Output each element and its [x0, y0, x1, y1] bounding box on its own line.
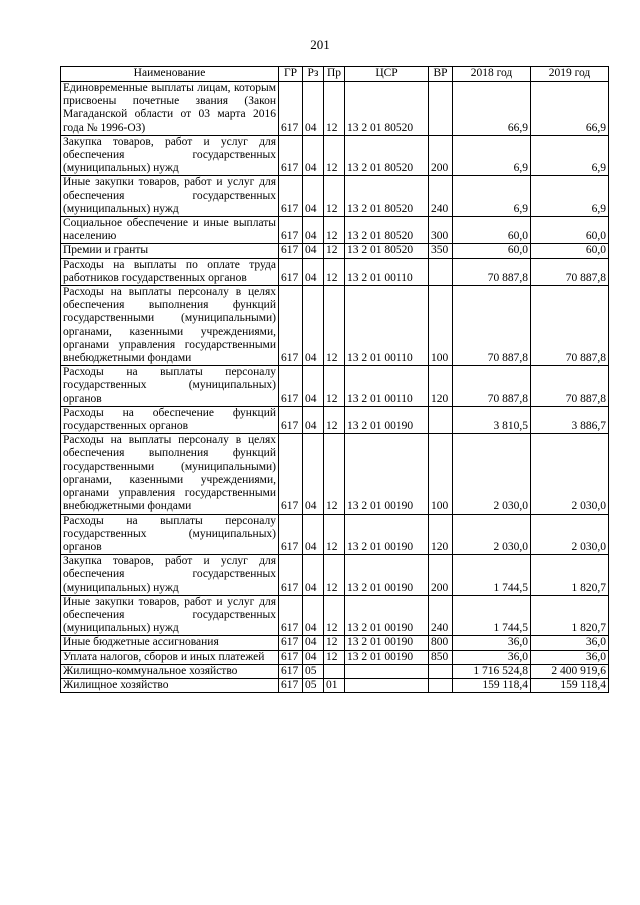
row-name-cell: Жилищно-коммунальное хозяйство: [61, 664, 279, 678]
row-2018-cell: 60,0: [453, 244, 531, 258]
row-rz-cell: 04: [303, 555, 324, 596]
row-gr-cell: 617: [279, 514, 303, 555]
row-2018-cell: 60,0: [453, 217, 531, 244]
table-row: [61, 258, 609, 285]
row-vr-cell: [429, 664, 453, 678]
row-rz-cell: 04: [303, 434, 324, 514]
row-2019-cell: 2 030,0: [531, 434, 609, 514]
row-rz-cell: 04: [303, 258, 324, 285]
row-2018-cell: 6,9: [453, 176, 531, 217]
row-rz-cell: 04: [303, 217, 324, 244]
row-2019-cell: 70 887,8: [531, 258, 609, 285]
table-row: [61, 636, 609, 650]
row-name-cell: Иные закупки товаров, работ и услуг для обеспечения государственных (муниципальных) нужд: [61, 595, 279, 636]
row-csr-cell: 13 2 01 00190: [345, 650, 429, 664]
row-gr-cell: 617: [279, 555, 303, 596]
row-vr-cell: 350: [429, 244, 453, 258]
header-2018: 2018 год: [453, 67, 531, 82]
table-row: [61, 595, 609, 636]
row-2018-cell: 6,9: [453, 135, 531, 176]
row-name-cell: Единовременные выплаты лицам, которым присвоены почетные звания (Закон Магаданской области от 03 марта 2016 года № 1996-ОЗ): [61, 82, 279, 136]
row-rz-cell: 04: [303, 514, 324, 555]
row-csr-cell: [345, 678, 429, 692]
row-name-cell: Закупка товаров, работ и услуг для обеспечения государственных (муниципальных) нужд: [61, 555, 279, 596]
row-2019-cell: 6,9: [531, 176, 609, 217]
row-vr-cell: 240: [429, 595, 453, 636]
row-rz-cell: 04: [303, 366, 324, 407]
row-name-cell: Расходы на выплаты персоналу в целях обеспечения выполнения функций государственными (муниципальными) органами, казенными учреждениями, органами управления государственными внебюджетными фондами: [61, 286, 279, 366]
row-rz-cell: 04: [303, 595, 324, 636]
row-pr-cell: 12: [324, 406, 345, 433]
row-rz-cell: 04: [303, 406, 324, 433]
header-csr: ЦСР: [345, 67, 429, 82]
row-rz-cell: 04: [303, 82, 324, 136]
row-2019-cell: 36,0: [531, 650, 609, 664]
header-2019: 2019 год: [531, 67, 609, 82]
row-name-cell: Уплата налогов, сборов и иных платежей: [61, 650, 279, 664]
table-row: [61, 406, 609, 433]
table-row: [61, 514, 609, 555]
row-gr-cell: 617: [279, 678, 303, 692]
row-2018-cell: 70 887,8: [453, 258, 531, 285]
table-row: [61, 678, 609, 692]
row-vr-cell: 100: [429, 434, 453, 514]
row-gr-cell: 617: [279, 258, 303, 285]
row-pr-cell: 12: [324, 514, 345, 555]
row-csr-cell: 13 2 01 00110: [345, 258, 429, 285]
row-gr-cell: 617: [279, 286, 303, 366]
row-csr-cell: 13 2 01 00190: [345, 555, 429, 596]
row-2018-cell: 36,0: [453, 636, 531, 650]
table-row: [61, 366, 609, 407]
row-csr-cell: 13 2 01 00190: [345, 514, 429, 555]
row-name-cell: Расходы на выплаты персоналу государственных (муниципальных) органов: [61, 366, 279, 407]
row-2018-cell: 2 030,0: [453, 514, 531, 555]
table-row: [61, 244, 609, 258]
row-2019-cell: 70 887,8: [531, 286, 609, 366]
row-pr-cell: 12: [324, 595, 345, 636]
row-2018-cell: 70 887,8: [453, 366, 531, 407]
row-2019-cell: 1 820,7: [531, 555, 609, 596]
row-rz-cell: 04: [303, 636, 324, 650]
row-vr-cell: [429, 406, 453, 433]
row-gr-cell: 617: [279, 82, 303, 136]
row-pr-cell: 12: [324, 286, 345, 366]
header-vr: ВР: [429, 67, 453, 82]
row-csr-cell: 13 2 01 00190: [345, 434, 429, 514]
row-vr-cell: 200: [429, 135, 453, 176]
row-csr-cell: 13 2 01 00110: [345, 286, 429, 366]
row-2018-cell: 66,9: [453, 82, 531, 136]
row-name-cell: Жилищное хозяйство: [61, 678, 279, 692]
row-vr-cell: 240: [429, 176, 453, 217]
row-vr-cell: 120: [429, 366, 453, 407]
row-name-cell: Премии и гранты: [61, 244, 279, 258]
row-2019-cell: 159 118,4: [531, 678, 609, 692]
row-pr-cell: 12: [324, 217, 345, 244]
row-name-cell: Иные бюджетные ассигнования: [61, 636, 279, 650]
row-rz-cell: 04: [303, 650, 324, 664]
row-vr-cell: [429, 82, 453, 136]
row-vr-cell: 850: [429, 650, 453, 664]
row-2019-cell: 2 400 919,6: [531, 664, 609, 678]
row-name-cell: Социальное обеспечение и иные выплаты населению: [61, 217, 279, 244]
row-pr-cell: 12: [324, 258, 345, 285]
row-2019-cell: 60,0: [531, 217, 609, 244]
row-2018-cell: 3 810,5: [453, 406, 531, 433]
row-csr-cell: 13 2 01 80520: [345, 217, 429, 244]
row-2018-cell: 1 744,5: [453, 595, 531, 636]
row-2019-cell: 6,9: [531, 135, 609, 176]
row-csr-cell: 13 2 01 00190: [345, 406, 429, 433]
row-2018-cell: 159 118,4: [453, 678, 531, 692]
row-2018-cell: 2 030,0: [453, 434, 531, 514]
row-rz-cell: 04: [303, 244, 324, 258]
row-pr-cell: 12: [324, 176, 345, 217]
table-row: [61, 82, 609, 136]
row-vr-cell: 800: [429, 636, 453, 650]
row-2018-cell: 1 744,5: [453, 555, 531, 596]
row-2018-cell: 1 716 524,8: [453, 664, 531, 678]
table-row: [61, 555, 609, 596]
table-row: [61, 434, 609, 514]
row-2019-cell: 1 820,7: [531, 595, 609, 636]
row-gr-cell: 617: [279, 176, 303, 217]
row-pr-cell: 12: [324, 82, 345, 136]
row-gr-cell: 617: [279, 434, 303, 514]
row-name-cell: Расходы на выплаты персоналу в целях обеспечения выполнения функций государственными (муниципальными) органами, казенными учреждениями, органами управления государственными внебюджетными фондами: [61, 434, 279, 514]
row-pr-cell: 12: [324, 366, 345, 407]
row-2019-cell: 70 887,8: [531, 366, 609, 407]
table-row: [61, 286, 609, 366]
row-name-cell: Расходы на обеспечение функций государственных органов: [61, 406, 279, 433]
row-gr-cell: 617: [279, 636, 303, 650]
header-gr: ГР: [279, 67, 303, 82]
row-rz-cell: 04: [303, 135, 324, 176]
row-2019-cell: 36,0: [531, 636, 609, 650]
table-row: [61, 217, 609, 244]
row-name-cell: Расходы на выплаты по оплате труда работников государственных органов: [61, 258, 279, 285]
row-rz-cell: 04: [303, 286, 324, 366]
row-gr-cell: 617: [279, 664, 303, 678]
row-csr-cell: 13 2 01 00190: [345, 595, 429, 636]
row-pr-cell: 12: [324, 434, 345, 514]
row-gr-cell: 617: [279, 244, 303, 258]
row-vr-cell: 100: [429, 286, 453, 366]
row-2019-cell: 60,0: [531, 244, 609, 258]
budget-table: [60, 66, 609, 693]
row-csr-cell: 13 2 01 00110: [345, 366, 429, 407]
row-pr-cell: 01: [324, 678, 345, 692]
row-gr-cell: 617: [279, 135, 303, 176]
row-csr-cell: [345, 664, 429, 678]
header-rz: Рз: [303, 67, 324, 82]
table-row: [61, 650, 609, 664]
row-rz-cell: 04: [303, 176, 324, 217]
header-name: Наименование: [61, 67, 279, 82]
table-header-row: [61, 67, 609, 82]
table-row: [61, 664, 609, 678]
row-gr-cell: 617: [279, 650, 303, 664]
row-vr-cell: [429, 678, 453, 692]
row-pr-cell: 12: [324, 135, 345, 176]
row-2019-cell: 3 886,7: [531, 406, 609, 433]
row-rz-cell: 05: [303, 678, 324, 692]
row-name-cell: Расходы на выплаты персоналу государственных (муниципальных) органов: [61, 514, 279, 555]
row-pr-cell: 12: [324, 555, 345, 596]
row-rz-cell: 05: [303, 664, 324, 678]
row-gr-cell: 617: [279, 366, 303, 407]
header-pr: Пр: [324, 67, 345, 82]
row-csr-cell: 13 2 01 80520: [345, 244, 429, 258]
row-vr-cell: 200: [429, 555, 453, 596]
table-row: [61, 176, 609, 217]
page-number: 201: [310, 37, 330, 52]
row-pr-cell: 12: [324, 650, 345, 664]
row-csr-cell: 13 2 01 00190: [345, 636, 429, 650]
row-2019-cell: 2 030,0: [531, 514, 609, 555]
row-vr-cell: [429, 258, 453, 285]
row-2018-cell: 36,0: [453, 650, 531, 664]
row-gr-cell: 617: [279, 406, 303, 433]
row-pr-cell: 12: [324, 636, 345, 650]
row-name-cell: Закупка товаров, работ и услуг для обеспечения государственных (муниципальных) нужд: [61, 135, 279, 176]
table-row: [61, 135, 609, 176]
row-name-cell: Иные закупки товаров, работ и услуг для обеспечения государственных (муниципальных) нужд: [61, 176, 279, 217]
row-pr-cell: [324, 664, 345, 678]
row-gr-cell: 617: [279, 217, 303, 244]
row-vr-cell: 120: [429, 514, 453, 555]
row-2019-cell: 66,9: [531, 82, 609, 136]
row-csr-cell: 13 2 01 80520: [345, 135, 429, 176]
row-csr-cell: 13 2 01 80520: [345, 176, 429, 217]
row-gr-cell: 617: [279, 595, 303, 636]
row-csr-cell: 13 2 01 80520: [345, 82, 429, 136]
row-2018-cell: 70 887,8: [453, 286, 531, 366]
row-pr-cell: 12: [324, 244, 345, 258]
row-vr-cell: 300: [429, 217, 453, 244]
